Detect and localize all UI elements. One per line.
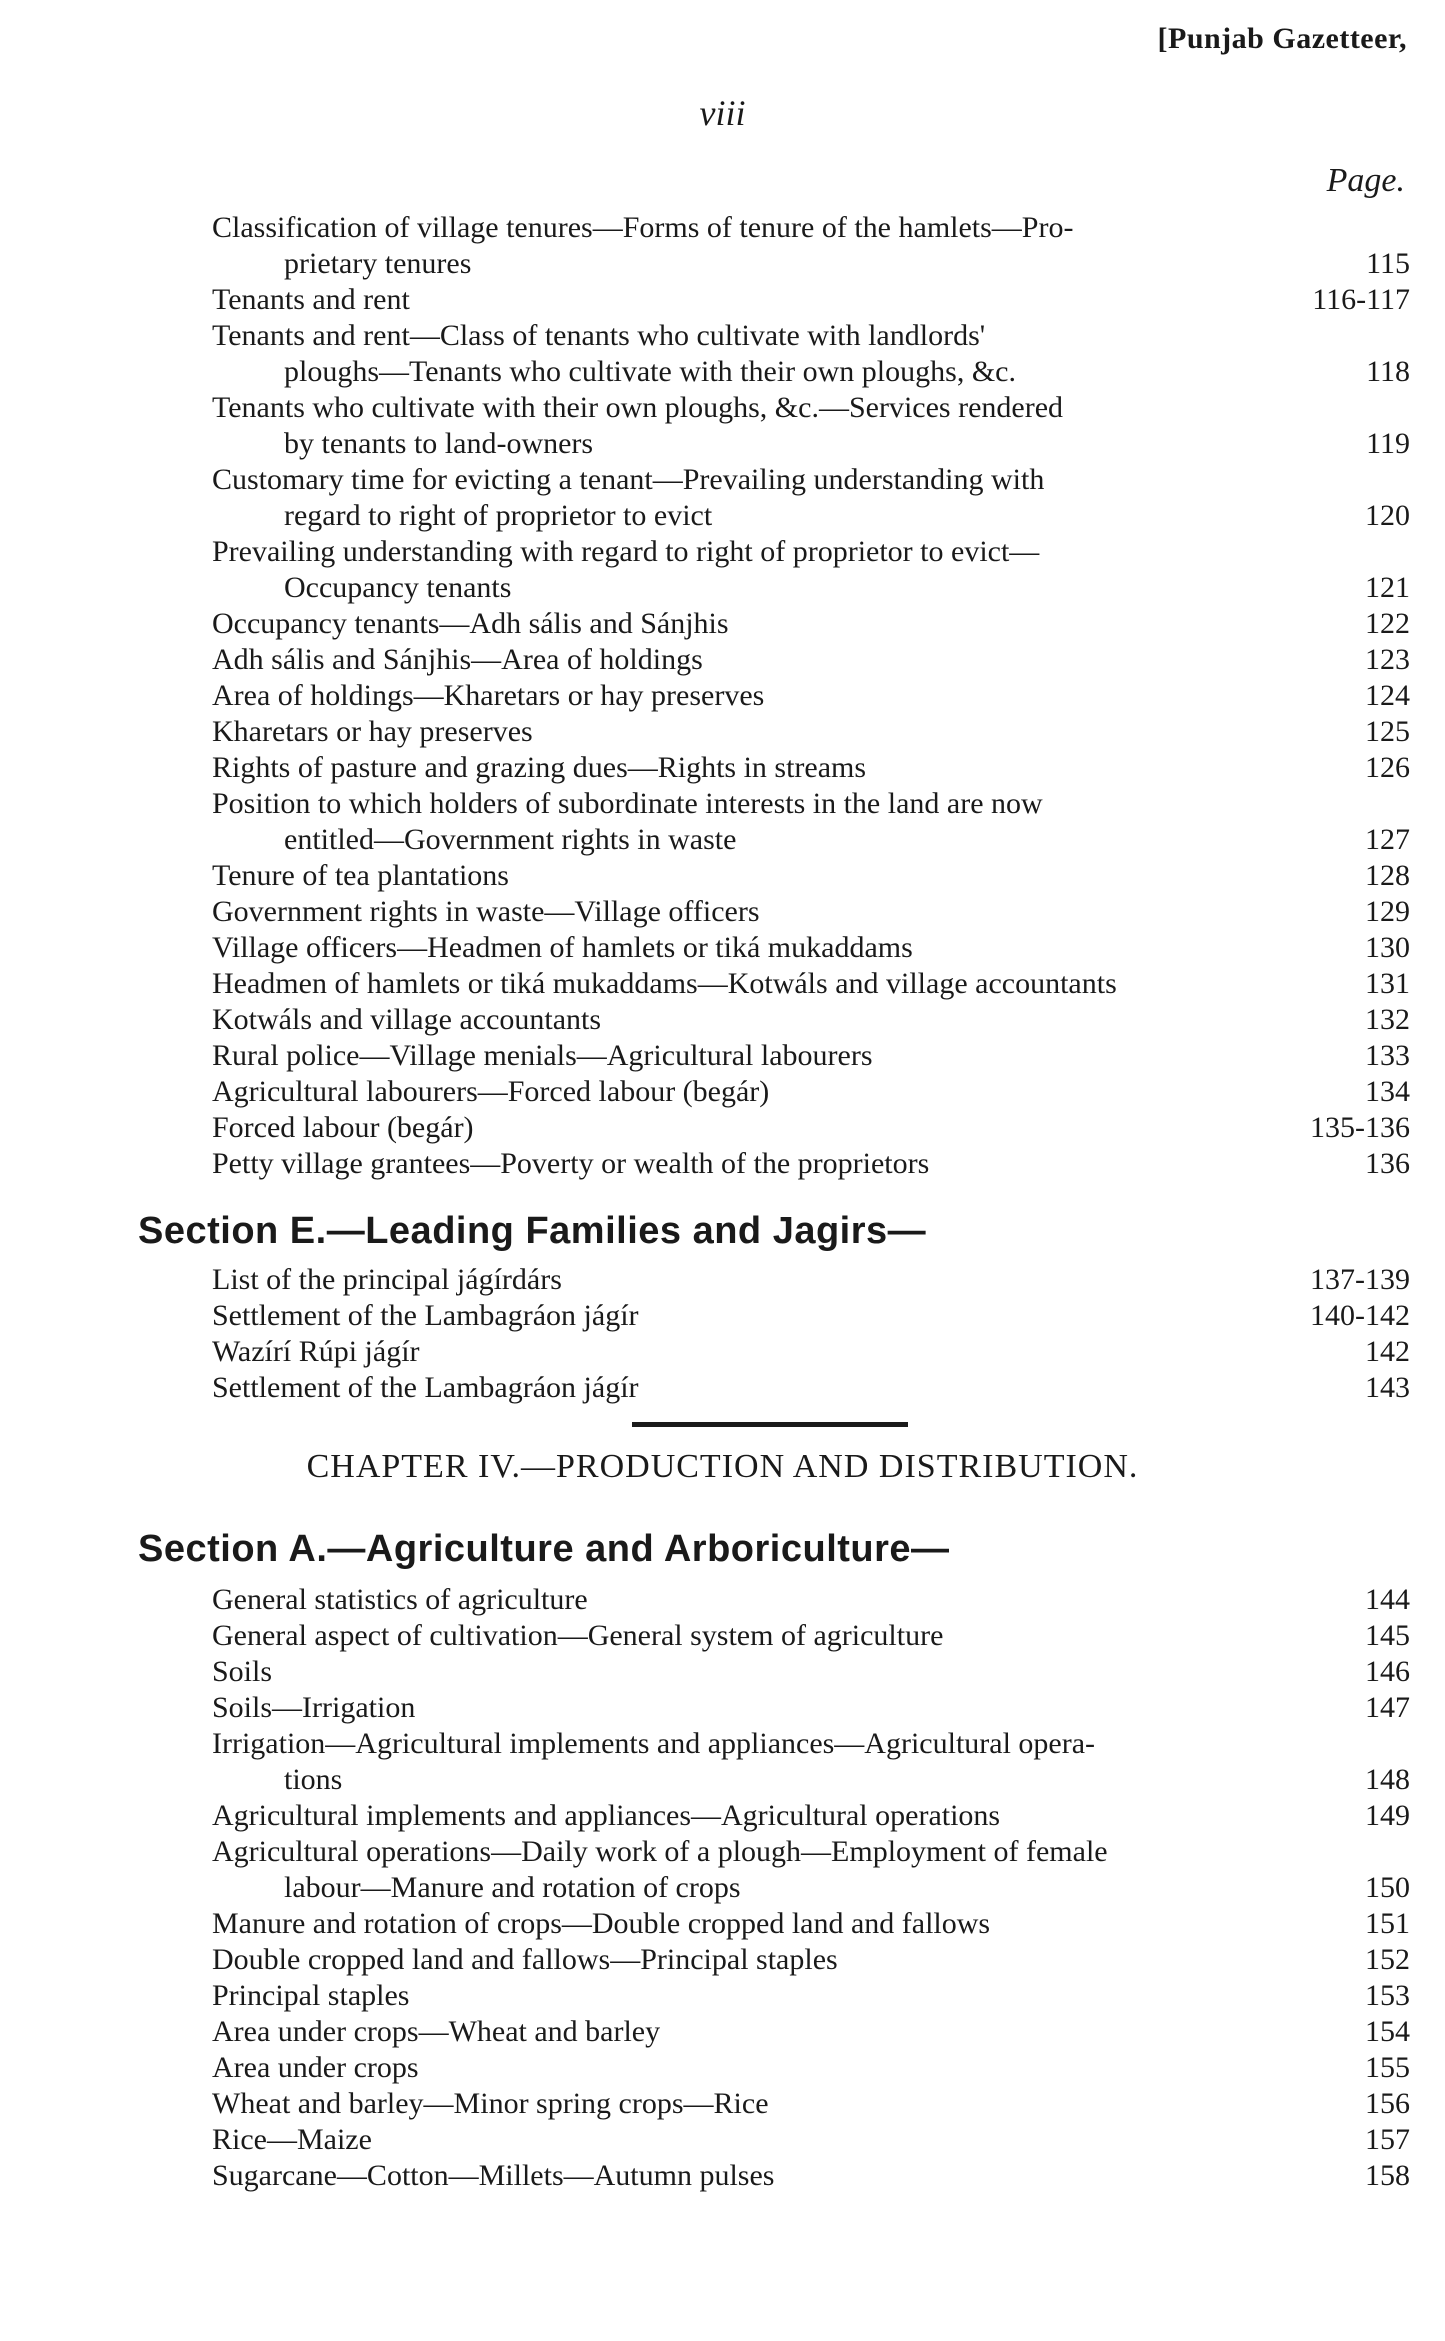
toc-entry bbox=[212, 1906, 1410, 1942]
toc-entry bbox=[212, 894, 1410, 930]
section-a-heading: Section A.—Agriculture and Arboriculture— bbox=[138, 1528, 950, 1570]
toc-entry-page: 130 bbox=[1365, 931, 1410, 964]
toc-entry-page: 127 bbox=[1365, 823, 1410, 856]
toc-entry-title: Agricultural implements and appliances—Agricultural operations bbox=[212, 1799, 1001, 1832]
toc-entry bbox=[212, 1370, 1410, 1406]
toc-entry-title: Settlement of the Lambagráon jágír bbox=[212, 1299, 639, 1332]
toc-entry-page: 137-139 bbox=[1310, 1263, 1410, 1296]
toc-entry-page: 133 bbox=[1365, 1039, 1410, 1072]
toc-entry bbox=[212, 1038, 1410, 1074]
toc-entry-title: List of the principal jágírdárs bbox=[212, 1263, 562, 1296]
toc-entry-page: 143 bbox=[1365, 1371, 1410, 1404]
toc-entry bbox=[212, 390, 1410, 462]
toc-entry-page: 150 bbox=[1365, 1871, 1410, 1904]
toc-group-section-a bbox=[212, 1582, 1410, 2194]
toc-entry bbox=[212, 1654, 1410, 1690]
toc-entry bbox=[212, 2122, 1410, 2158]
toc-entry-continuation: tions bbox=[284, 1763, 343, 1796]
toc-entry bbox=[212, 1002, 1410, 1038]
toc-entry bbox=[212, 642, 1410, 678]
toc-entry-page: 124 bbox=[1365, 679, 1410, 712]
toc-entry-page: 123 bbox=[1365, 643, 1410, 676]
toc-entry-title: Area under crops—Wheat and barley bbox=[212, 2015, 661, 2048]
toc-entry bbox=[212, 534, 1410, 606]
chapter-heading: CHAPTER IV.—PRODUCTION AND DISTRIBUTION. bbox=[306, 1448, 1139, 1485]
toc-entry-title: Classification of village tenures—Forms of tenure of the hamlets—Pro- bbox=[212, 211, 1074, 244]
toc-entry-title: Customary time for evicting a tenant—Prevailing understanding with bbox=[212, 463, 1045, 496]
toc-entry bbox=[212, 1262, 1410, 1298]
toc-entry-continuation: by tenants to land-owners bbox=[284, 427, 594, 460]
toc-entry-title: Rural police—Village menials—Agricultural labourers bbox=[212, 1039, 873, 1072]
toc-entry-page: 116-117 bbox=[1312, 283, 1410, 316]
toc-entry-page: 140-142 bbox=[1310, 1299, 1410, 1332]
toc-entry bbox=[212, 858, 1410, 894]
toc-entry-continuation: ploughs—Tenants who cultivate with their own ploughs, &c. bbox=[284, 355, 1016, 388]
toc-entry-title: Irrigation—Agricultural implements and appliances—Agricultural opera- bbox=[212, 1727, 1096, 1760]
toc-entry-page: 135-136 bbox=[1310, 1111, 1410, 1144]
toc-entry bbox=[212, 1798, 1410, 1834]
toc-entry bbox=[212, 2050, 1410, 2086]
toc-entry-page: 121 bbox=[1365, 571, 1410, 604]
toc-entry-title: Settlement of the Lambagráon jágír bbox=[212, 1371, 639, 1404]
toc-entry bbox=[212, 1726, 1410, 1798]
toc-entry-page: 157 bbox=[1365, 2123, 1410, 2156]
toc-entry bbox=[212, 1074, 1410, 1110]
toc-entry-title: General aspect of cultivation—General system of agriculture bbox=[212, 1619, 944, 1652]
toc-entry-title: Headmen of hamlets or tiká mukaddams—Kotwáls and village accountants bbox=[212, 967, 1117, 1000]
toc-entry-title: Principal staples bbox=[212, 1979, 410, 2012]
toc-entry-continuation: Occupancy tenants bbox=[284, 571, 512, 604]
page-number: viii bbox=[699, 93, 746, 133]
toc-entry bbox=[212, 1834, 1410, 1906]
section-e-heading: Section E.—Leading Families and Jagirs— bbox=[138, 1210, 927, 1252]
toc-entry-page: 146 bbox=[1365, 1655, 1410, 1688]
toc-entry-page: 151 bbox=[1365, 1907, 1410, 1940]
toc-entry-continuation: entitled—Government rights in waste bbox=[284, 823, 737, 856]
toc-entry-page: 142 bbox=[1365, 1335, 1410, 1368]
toc-entry-title: Rights of pasture and grazing dues—Rights in streams bbox=[212, 751, 867, 784]
toc-entry bbox=[212, 282, 1410, 318]
toc-entry bbox=[212, 1690, 1410, 1726]
toc-entry-page: 119 bbox=[1366, 427, 1410, 460]
toc-entry-page: 132 bbox=[1365, 1003, 1410, 1036]
toc-entry-page: 128 bbox=[1365, 859, 1410, 892]
toc-entry-page: 156 bbox=[1365, 2087, 1410, 2120]
toc-entry-title: Tenants who cultivate with their own ploughs, &c.—Services rendered bbox=[212, 391, 1064, 424]
toc-entry-page: 125 bbox=[1365, 715, 1410, 748]
toc-entry-page: 120 bbox=[1365, 499, 1410, 532]
toc-entry-title: Area of holdings—Kharetars or hay preserves bbox=[212, 679, 765, 712]
toc-entry bbox=[212, 750, 1410, 786]
toc-entry bbox=[212, 1334, 1410, 1370]
toc-entry bbox=[212, 2086, 1410, 2122]
toc-entry bbox=[212, 1110, 1410, 1146]
toc-entry-title: Double cropped land and fallows—Principal staples bbox=[212, 1943, 838, 1976]
toc-entry-title: Kotwáls and village accountants bbox=[212, 1003, 602, 1036]
toc-entry-title: Soils bbox=[212, 1655, 273, 1688]
toc-entry-title: Petty village grantees—Poverty or wealth of the proprietors bbox=[212, 1147, 930, 1180]
toc-entry bbox=[212, 2158, 1410, 2194]
page-column-label: Page. bbox=[1326, 162, 1405, 199]
toc-entry-title: Kharetars or hay preserves bbox=[212, 715, 533, 748]
toc-entry-title: Adh sális and Sánjhis—Area of holdings bbox=[212, 643, 703, 676]
toc-entry-page: 149 bbox=[1365, 1799, 1410, 1832]
toc-entry bbox=[212, 1618, 1410, 1654]
toc-entry-title: Village officers—Headmen of hamlets or tiká mukaddams bbox=[212, 931, 913, 964]
toc-entry-page: 158 bbox=[1365, 2159, 1410, 2192]
toc-entry bbox=[212, 1146, 1410, 1182]
section-divider-rule bbox=[632, 1422, 908, 1427]
toc-entry-continuation: prietary tenures bbox=[284, 247, 472, 280]
toc-group-land-tenures bbox=[212, 210, 1410, 1182]
toc-entry-title: Occupancy tenants—Adh sális and Sánjhis bbox=[212, 607, 729, 640]
toc-entry-title: Agricultural operations—Daily work of a plough—Employment of female bbox=[212, 1835, 1108, 1868]
publication-header: [Punjab Gazetteer, bbox=[1157, 22, 1407, 55]
toc-entry-title: Wheat and barley—Minor spring crops—Rice bbox=[212, 2087, 769, 2120]
toc-entry-title: Wazírí Rúpi jágír bbox=[212, 1335, 420, 1368]
toc-entry-title: Position to which holders of subordinate interests in the land are now bbox=[212, 787, 1043, 820]
toc-entry bbox=[212, 714, 1410, 750]
toc-entry bbox=[212, 1942, 1410, 1978]
toc-entry-title: Area under crops bbox=[212, 2051, 419, 2084]
toc-entry-page: 118 bbox=[1366, 355, 1410, 388]
toc-group-section-e bbox=[212, 1262, 1410, 1406]
toc-entry-continuation: labour—Manure and rotation of crops bbox=[284, 1871, 741, 1904]
toc-entry bbox=[212, 318, 1410, 390]
toc-entry-title: Agricultural labourers—Forced labour (begár) bbox=[212, 1075, 770, 1108]
toc-entry bbox=[212, 1978, 1410, 2014]
toc-entry-page: 122 bbox=[1365, 607, 1410, 640]
toc-entry bbox=[212, 678, 1410, 714]
toc-entry bbox=[212, 930, 1410, 966]
toc-entry-title: Prevailing understanding with regard to right of proprietor to evict— bbox=[212, 535, 1040, 568]
toc-entry-page: 129 bbox=[1365, 895, 1410, 928]
toc-entry-title: Manure and rotation of crops—Double cropped land and fallows bbox=[212, 1907, 991, 1940]
toc-entry-page: 153 bbox=[1365, 1979, 1410, 2012]
toc-entry-title: General statistics of agriculture bbox=[212, 1583, 588, 1616]
toc-entry bbox=[212, 462, 1410, 534]
toc-entry-title: Rice—Maize bbox=[212, 2123, 372, 2156]
toc-entry bbox=[212, 1582, 1410, 1618]
toc-entry-page: 136 bbox=[1365, 1147, 1410, 1180]
toc-entry-page: 126 bbox=[1365, 751, 1410, 784]
toc-entry-continuation: regard to right of proprietor to evict bbox=[284, 499, 713, 532]
toc-entry-page: 144 bbox=[1365, 1583, 1410, 1616]
toc-entry-page: 154 bbox=[1365, 2015, 1410, 2048]
toc-entry-page: 147 bbox=[1365, 1691, 1410, 1724]
toc-entry-page: 155 bbox=[1365, 2051, 1410, 2084]
toc-entry-title: Tenants and rent bbox=[212, 283, 410, 316]
toc-entry bbox=[212, 1298, 1410, 1334]
toc-entry-title: Forced labour (begár) bbox=[212, 1111, 474, 1144]
toc-entry bbox=[212, 786, 1410, 858]
toc-entry bbox=[212, 2014, 1410, 2050]
toc-entry-page: 134 bbox=[1365, 1075, 1410, 1108]
toc-entry-page: 148 bbox=[1365, 1763, 1410, 1796]
toc-entry bbox=[212, 966, 1410, 1002]
toc-entry-title: Sugarcane—Cotton—Millets—Autumn pulses bbox=[212, 2159, 775, 2192]
toc-entry bbox=[212, 606, 1410, 642]
toc-entry-title: Tenants and rent—Class of tenants who cultivate with landlords' bbox=[212, 319, 986, 352]
toc-entry-page: 145 bbox=[1365, 1619, 1410, 1652]
toc-entry-title: Soils—Irrigation bbox=[212, 1691, 416, 1724]
toc-entry-title: Tenure of tea plantations bbox=[212, 859, 509, 892]
toc-entry-title: Government rights in waste—Village officers bbox=[212, 895, 760, 928]
toc-entry-page: 115 bbox=[1366, 247, 1410, 280]
toc-entry-page: 152 bbox=[1365, 1943, 1410, 1976]
toc-entry-page: 131 bbox=[1365, 967, 1410, 1000]
toc-entry bbox=[212, 210, 1410, 282]
